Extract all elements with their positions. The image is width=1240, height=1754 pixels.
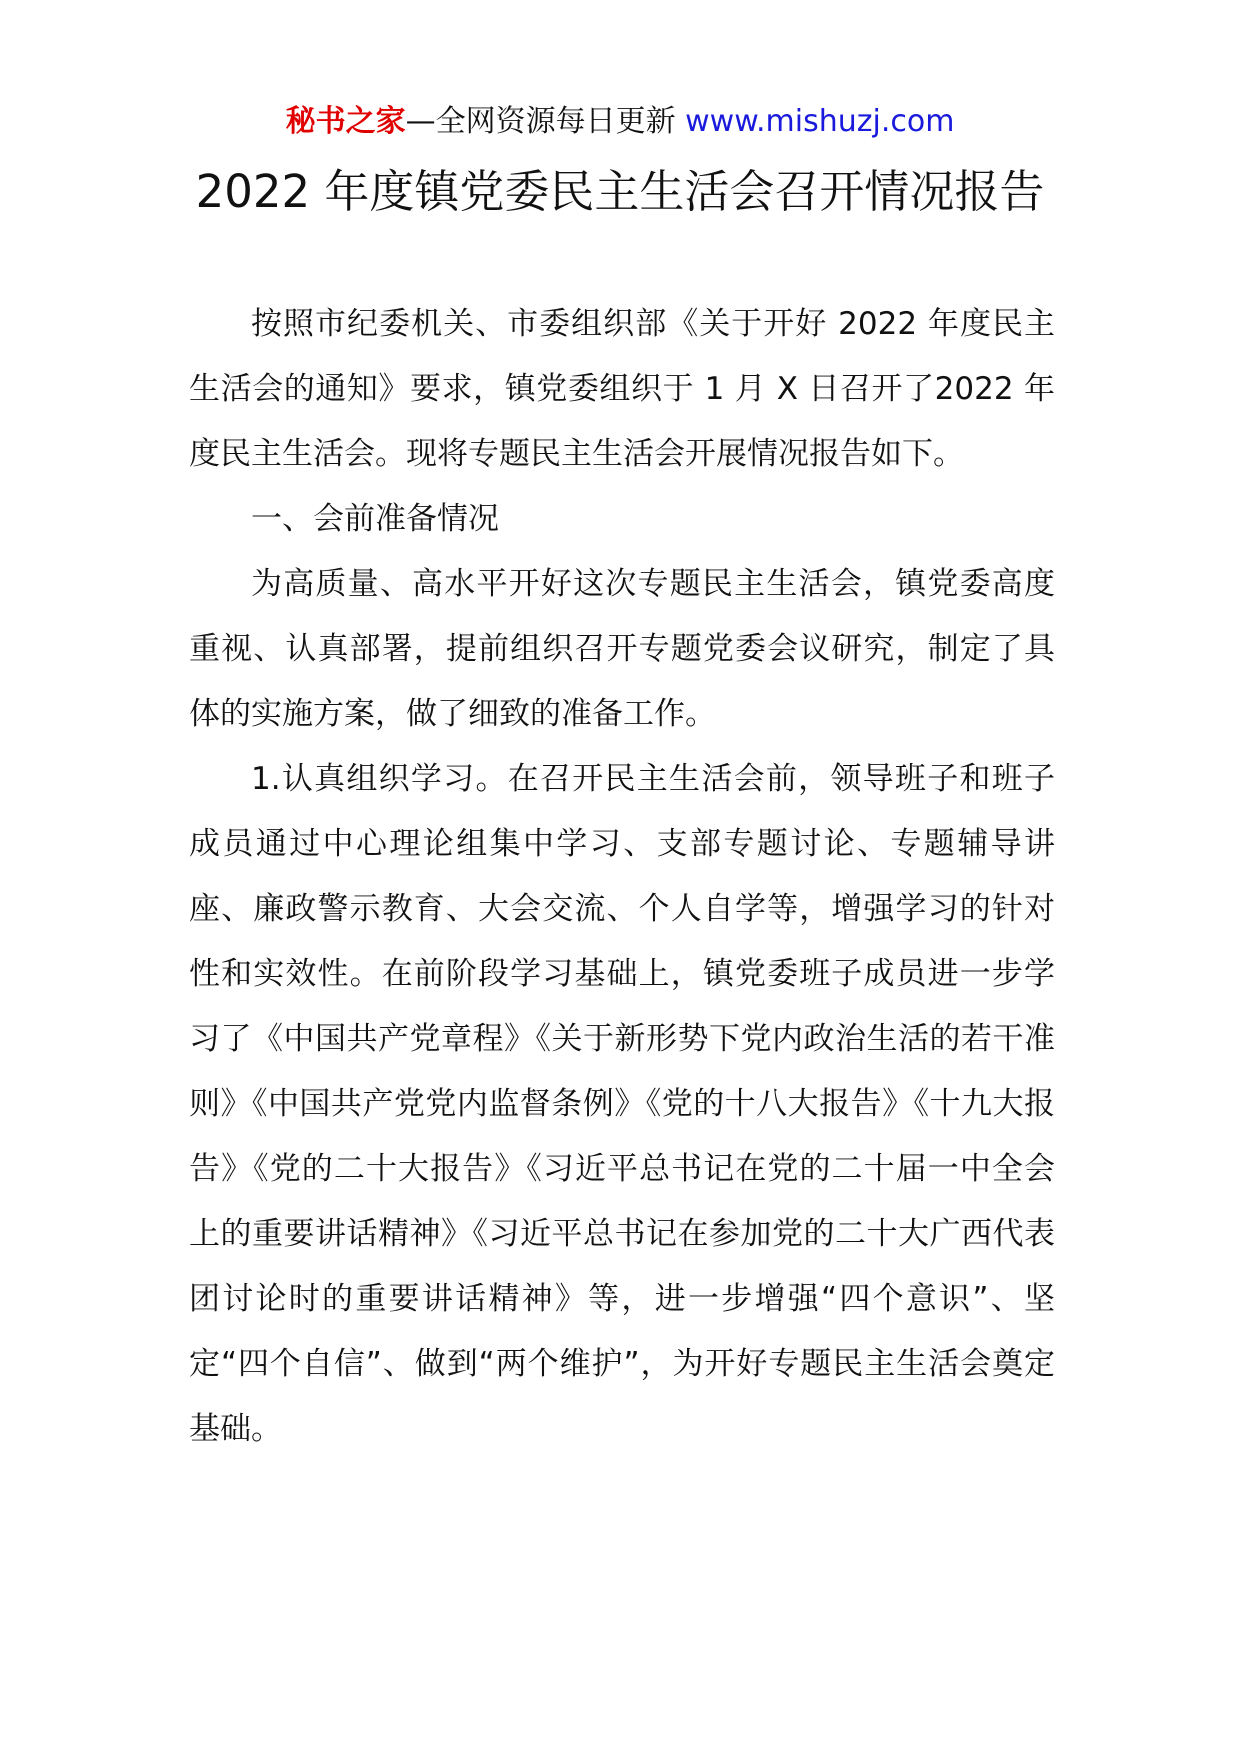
section-heading: 一、会前准备情况 xyxy=(251,501,499,537)
paragraph-preparation: 为高质量、高水平开好这次专题民主生活会，镇党委高度重视、认真部署，提前组织召开专题党委会议研究，制定了具体的实施方案，做了细致的准备工作。 xyxy=(189,566,1055,732)
document-title: 2022 年度镇党委民主生活会召开情况报告 xyxy=(195,165,1045,218)
paragraph-study: 1.认真组织学习。在召开民主生活会前，领导班子和班子成员通过中心理论组集中学习、支部专题讨论、专题辅导讲座、廉政警示教育、大会交流、个人自学等，增强学习的针对性和实效性。在前阶段学习基础上，镇党委班子成员进一步学习了《中国共产党章程》《关于新形势下党内政治生活的若干准则》《中国共产党党内监督条例》《党的十八大报告》《十九大报告》《党的二十大报告》《习近平总书记在党的二十届一中全会上的重要讲话精神》《习近平总书记在参加党的二十大广西代表团讨论时的重要讲话精神》等，进一步增强“四个意识”、坚定“四个自信”、做到“两个维护”，为开好专题民主生活会奠定基础。 xyxy=(189,761,1055,1447)
brand-name: 秘书之家 xyxy=(285,104,406,139)
site-header xyxy=(0,100,1240,144)
document-body xyxy=(189,292,1055,1462)
site-url-link[interactable]: www.mishuzj.com xyxy=(685,104,955,139)
header-tagline: —全网资源每日更新 xyxy=(405,104,686,139)
paragraph-intro: 按照市纪委机关、市委组织部《关于开好 2022 年度民主生活会的通知》要求，镇党委组织于 1 月 X 日召开了2022 年度民主生活会。现将专题民主生活会开展情况报告如下。 xyxy=(189,306,1055,472)
